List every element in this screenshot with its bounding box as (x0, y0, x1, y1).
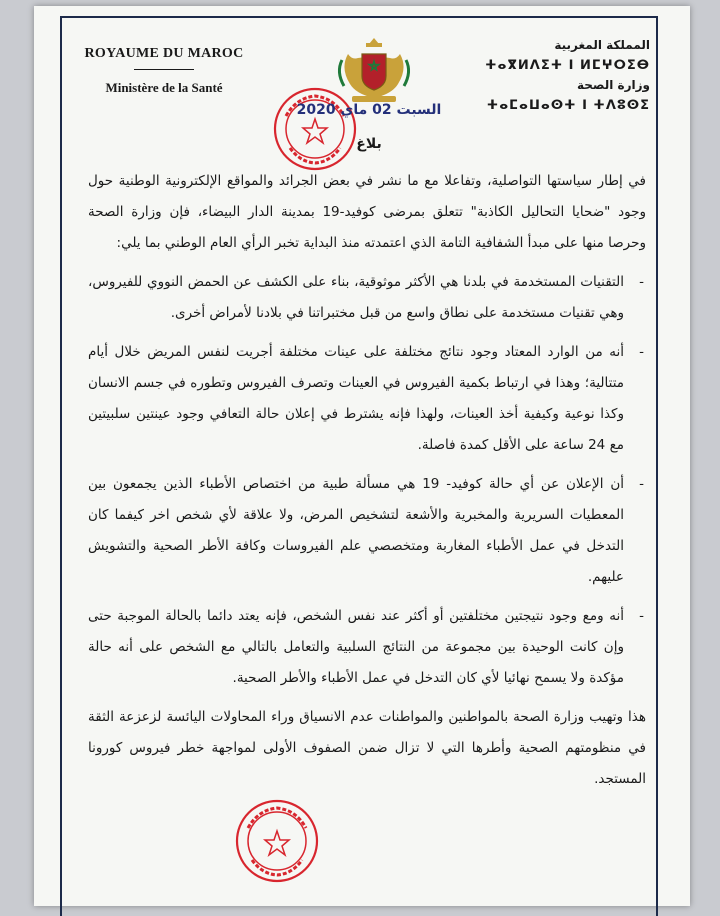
bullet-item: - أنه ومع وجود نتيجتين مختلفتين أو أكثر عند نفس الشخص، فإنه يعتد دائما بالحالة الموجبة حتى وإن كانت الوحيدة بين مجموعة من النتائج السلبية والتعامل بالتالي مع الشخص على أنه حالة مؤكدة ولا يسمح نهائيا لأي كان التدخل في عمل الأطباء والأطر الصحية. (88, 601, 646, 694)
latin-ministry-title: Ministère de la Santé (105, 80, 223, 95)
intro-paragraph: في إطار سياستها التواصلية، وتفاعلا مع ما نشر في بعض الجرائد والمواقع الإلكترونية الوطنية حول وجود "ضحايا التحاليل الكاذبة" تتعلق بمرضى كوفيد-19 بمدينة الدار البيضاء، فإن وزارة الصحة وحرصا منها على مبدأ الشفافية التامة الذي اعتمدته منذ البداية تخبر الرأي العام الوطني بما يلي: (88, 173, 646, 251)
closing-paragraph: هذا وتهيب وزارة الصحة بالمواطنين والمواطنات عدم الانسياق وراء المحاولات اليائسة لزعزعة الثقة في منظومتهم الصحية وأطرها التي لا تزال ضمن الصفوف الأولى لمواجهة خطر فيروس كورونا المستجد. (88, 709, 646, 787)
document-page (34, 6, 690, 906)
document-date: السبت 02 ماي 2020 (296, 102, 442, 118)
official-stamp (272, 86, 358, 172)
latin-kingdom-title: ROYAUME DU MAROC (84, 46, 244, 61)
tifinagh-kingdom-title: ⵜⴰⴳⵍⴷⵉⵜ ⵏ ⵍⵎⵖⵔⵉⴱ (485, 58, 650, 73)
tifinagh-ministry-title: ⵜⴰⵎⴰⵡⴰⵙⵜ ⵏ ⵜⴷⵓⵙⵉ (486, 98, 650, 113)
document-title: بلاغ (356, 136, 382, 152)
arabic-ministry-title: وزارة الصحة (576, 78, 650, 92)
bullet-item: - التقنيات المستخدمة في بلدنا هي الأكثر موثوقية، بناء على الكشف عن الحمض النووي للفيروس، وهي تقنيات مستخدمة على نطاق واسع من قبل مختبراتنا في بلادنا لأمراض أخرى. (88, 267, 646, 329)
official-stamp-bottom (234, 798, 320, 884)
arabic-kingdom-title: المملكة المغربية (554, 38, 650, 52)
header-divider (134, 69, 194, 70)
bullet-item: - أن الإعلان عن أي حالة كوفيد- 19 هي مسألة طبية من اختصاص الأطباء الذين يجمعون بين المعطيات السريرية والمخبرية والأشعة لتشخيص المرض، ولا علاقة لأي شخص اخر كيفما كان التدخل في عمل الأطباء المغاربة ومتخصصي علم الفيروسات وكافة الأطر الصحية والتشويش عليهم. (88, 469, 646, 593)
bullet-item: - أنه من الوارد المعتاد وجود نتائج مختلفة على عينات مختلفة أجريت لنفس المريض خلال أيام متتالية؛ وهذا في ارتباط بكمية الفيروس في العينات وتصرف الفيروس وتطوره في جسم الانسان وكذا نوعية وكيفية أخذ العينات، ولهذا فإنه يشترط في إعلان حالة التعافي وجود عينتين سلبيتين مع 24 ساعة على الأقل كمدة فاصلة. (88, 337, 646, 461)
document-body (88, 166, 646, 803)
